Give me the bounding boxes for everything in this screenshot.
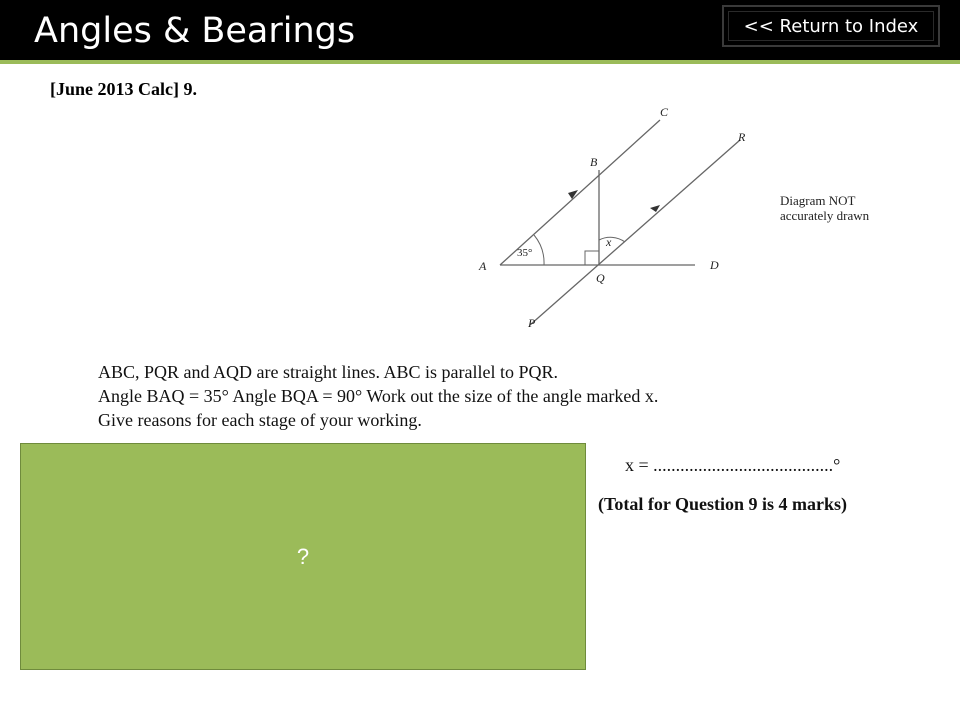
- label-r: R: [738, 130, 746, 144]
- header-accent-rule: [0, 60, 960, 64]
- angle-arc-x: [599, 237, 625, 242]
- right-angle-marker: [585, 251, 599, 265]
- reveal-answer-label: ?: [296, 544, 310, 569]
- answer-line: x = ........................................°: [625, 455, 841, 475]
- label-b: B: [590, 155, 598, 169]
- return-button-label: << Return to Index: [743, 16, 919, 37]
- diagram-note: [780, 193, 869, 223]
- page-title: Angles & Bearings: [34, 11, 356, 51]
- angle-arc-a: [534, 235, 544, 265]
- angle-x-label: x: [606, 235, 612, 249]
- question-line3: Give reasons for each stage of your working.: [98, 410, 422, 430]
- return-button-frame: [728, 11, 934, 41]
- label-c: C: [660, 105, 669, 119]
- line-abc: [500, 120, 660, 265]
- label-p: P: [528, 316, 536, 330]
- label-d: D: [710, 258, 719, 272]
- angle-diagram: [470, 100, 760, 340]
- total-marks: (Total for Question 9 is 4 marks): [598, 494, 848, 514]
- parallel-arrow-abc: [568, 190, 578, 199]
- angle-35-label: 35°: [517, 247, 533, 259]
- return-to-index-button[interactable]: [722, 5, 940, 47]
- question-line2: Angle BAQ = 35° Angle BQA = 90° Work out the size of the angle marked x.: [98, 386, 659, 406]
- reveal-answer-box[interactable]: [20, 443, 586, 670]
- diagram-note-line1: Diagram NOT: [780, 193, 856, 208]
- line-pqr: [530, 140, 740, 325]
- label-q: Q: [596, 271, 605, 285]
- question-text: [98, 360, 658, 432]
- diagram-note-line2: accurately drawn: [780, 208, 870, 223]
- label-a: A: [479, 259, 487, 273]
- question-line1: ABC, PQR and AQD are straight lines. ABC is parallel to PQR.: [98, 362, 558, 382]
- question-source: [June 2013 Calc] 9.: [50, 79, 197, 99]
